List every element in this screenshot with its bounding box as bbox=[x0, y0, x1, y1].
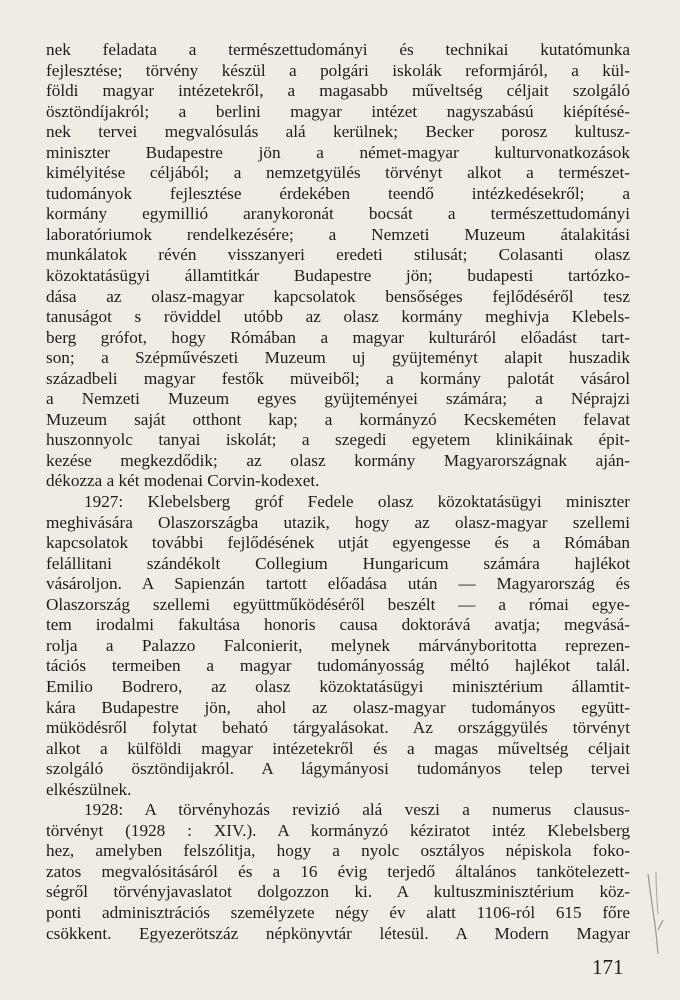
text-line: tem irodalmi fakultása honoris causa doktorává avatja; megvásá- bbox=[46, 615, 630, 635]
text-line: berg grófot, hogy Rómában a magyar kulturáról előadást tart- bbox=[46, 327, 630, 347]
text-line: a Nemzeti Muzeum egyes gyüjteményei számára; a Néprajzi bbox=[46, 389, 630, 409]
text-line: zatos megvalósitásáról és a 16 évig terjedő általános tankötelezett- bbox=[46, 861, 630, 881]
text-line: munkálatok révén visszanyeri eredeti stilusát; Colasanti olasz bbox=[46, 245, 630, 265]
body-text bbox=[46, 40, 630, 944]
text-line: alkot a külföldi magyar intézetekről és a magas műveltség céljait bbox=[46, 738, 630, 758]
text-line: laboratóriumok rendelkezésére; a Nemzeti Muzeum átalakitási bbox=[46, 224, 630, 244]
text-line: nek tervei megvalósulás alá kerülnek; Becker porosz kultusz- bbox=[46, 122, 630, 142]
text-line: ösztöndíjakról; a berlini magyar intézet nagyszabású kiépítésé- bbox=[46, 101, 630, 121]
text-line: kezése megkezdődik; az olasz kormány Magyarországnak aján- bbox=[46, 450, 630, 470]
text-line: földi magyar intézetekről, a magasabb műveltség céljait szolgáló bbox=[46, 81, 630, 101]
text-line: 1927: Klebelsberg gróf Fedele olasz közoktatásügyi miniszter bbox=[84, 492, 630, 512]
text-line: századbeli magyar festők müveiből; a kormány palotát vásárol bbox=[46, 368, 630, 388]
text-line: tudományok fejlesztése érdekében teendő intézkedésekről; a bbox=[46, 183, 630, 203]
text-line: dékozza a két modenai Corvin-kodexet. bbox=[46, 471, 320, 491]
text-line: közoktatásügyi államtitkár Budapestre jön; budapesti tartózko- bbox=[46, 266, 630, 286]
text-line: rolja a Palazzo Falconierit, melynek márványboritotta reprezen- bbox=[46, 635, 630, 655]
text-line: Muzeum saját otthont kap; a kormányzó Kecskeméten felavat bbox=[46, 409, 630, 429]
text-line: ponti adminisztrációs személyzete négy év alatt 1106-ról 615 főre bbox=[46, 902, 630, 922]
text-line: 1928: A törvényhozás revizió alá veszi a numerus clausus- bbox=[84, 800, 630, 820]
pencil-margin-mark-icon bbox=[644, 870, 668, 960]
text-line: törvényt (1928 : XIV.). A kormányzó kéziratot intéz Klebelsberg bbox=[46, 820, 630, 840]
text-line: kimélyitése céljából; a nemzetgyülés törvényt alkot a természet- bbox=[46, 163, 630, 183]
text-line: felállitani szándékolt Collegium Hungaricum számára hajlékot bbox=[46, 553, 630, 573]
text-line: fejlesztése; törvény készül a polgári iskolák reformjáról, a kül- bbox=[46, 60, 630, 80]
text-line: kára Budapestre jön, ahol az olasz-magyar tudományos együtt- bbox=[46, 697, 630, 717]
text-line: tációs termeiben a magyar tudományosság méltó hajlékot talál. bbox=[46, 656, 630, 676]
text-line: müködésről folytat beható tárgyalásokat. Az országgyülés törvényt bbox=[46, 718, 630, 738]
text-line: kapcsolatok további fejlődésének utját egyengesse és a Rómában bbox=[46, 533, 630, 553]
text-line: tanuságot s röviddel utóbb az olasz kormány meghivja Klebels- bbox=[46, 307, 630, 327]
text-line: son; a Szépművészeti Muzeum uj gyüjteményt alapit huszadik bbox=[46, 348, 630, 368]
page-number: 171 bbox=[592, 955, 624, 979]
text-line: miniszter Budapestre jön a német-magyar kulturvonatkozások bbox=[46, 142, 630, 162]
text-line: meghivására Olaszországba utazik, hogy az olasz-magyar szellemi bbox=[46, 512, 630, 532]
text-line: Olaszország szellemi együttműködéséről beszélt — a római egye- bbox=[46, 594, 630, 614]
text-line: dása az olasz-magyar kapcsolatok bensőséges fejlődéséről tesz bbox=[46, 286, 630, 306]
text-line: elkészülnek. bbox=[46, 779, 132, 799]
text-line: vásároljon. A Sapienzán tartott előadása után — Magyarország és bbox=[46, 574, 630, 594]
text-line: kormány egymillió aranykoronát bocsát a természettudományi bbox=[46, 204, 630, 224]
text-line: huszonnyolc tanyai iskolát; a szegedi egyetem klinikáinak épit- bbox=[46, 430, 630, 450]
text-line: nek feladata a természettudományi és technikai kutatómunka bbox=[46, 40, 630, 59]
text-line: csökkent. Egyezerötszáz népkönyvtár létesül. A Modern Magyar bbox=[46, 923, 630, 943]
text-line: hez, amelyben felszólitja, hogy a nyolc osztályos népiskola foko- bbox=[46, 841, 630, 861]
text-line: ségről törvényjavaslatot dolgozzon ki. A kultuszminisztérium köz- bbox=[46, 882, 630, 902]
text-line: szolgáló ösztöndijakról. A lágymányosi tudományos telep tervei bbox=[46, 759, 630, 779]
text-line: Emilio Bodrero, az olasz közoktatásügyi minisztérium államtit- bbox=[46, 676, 630, 696]
